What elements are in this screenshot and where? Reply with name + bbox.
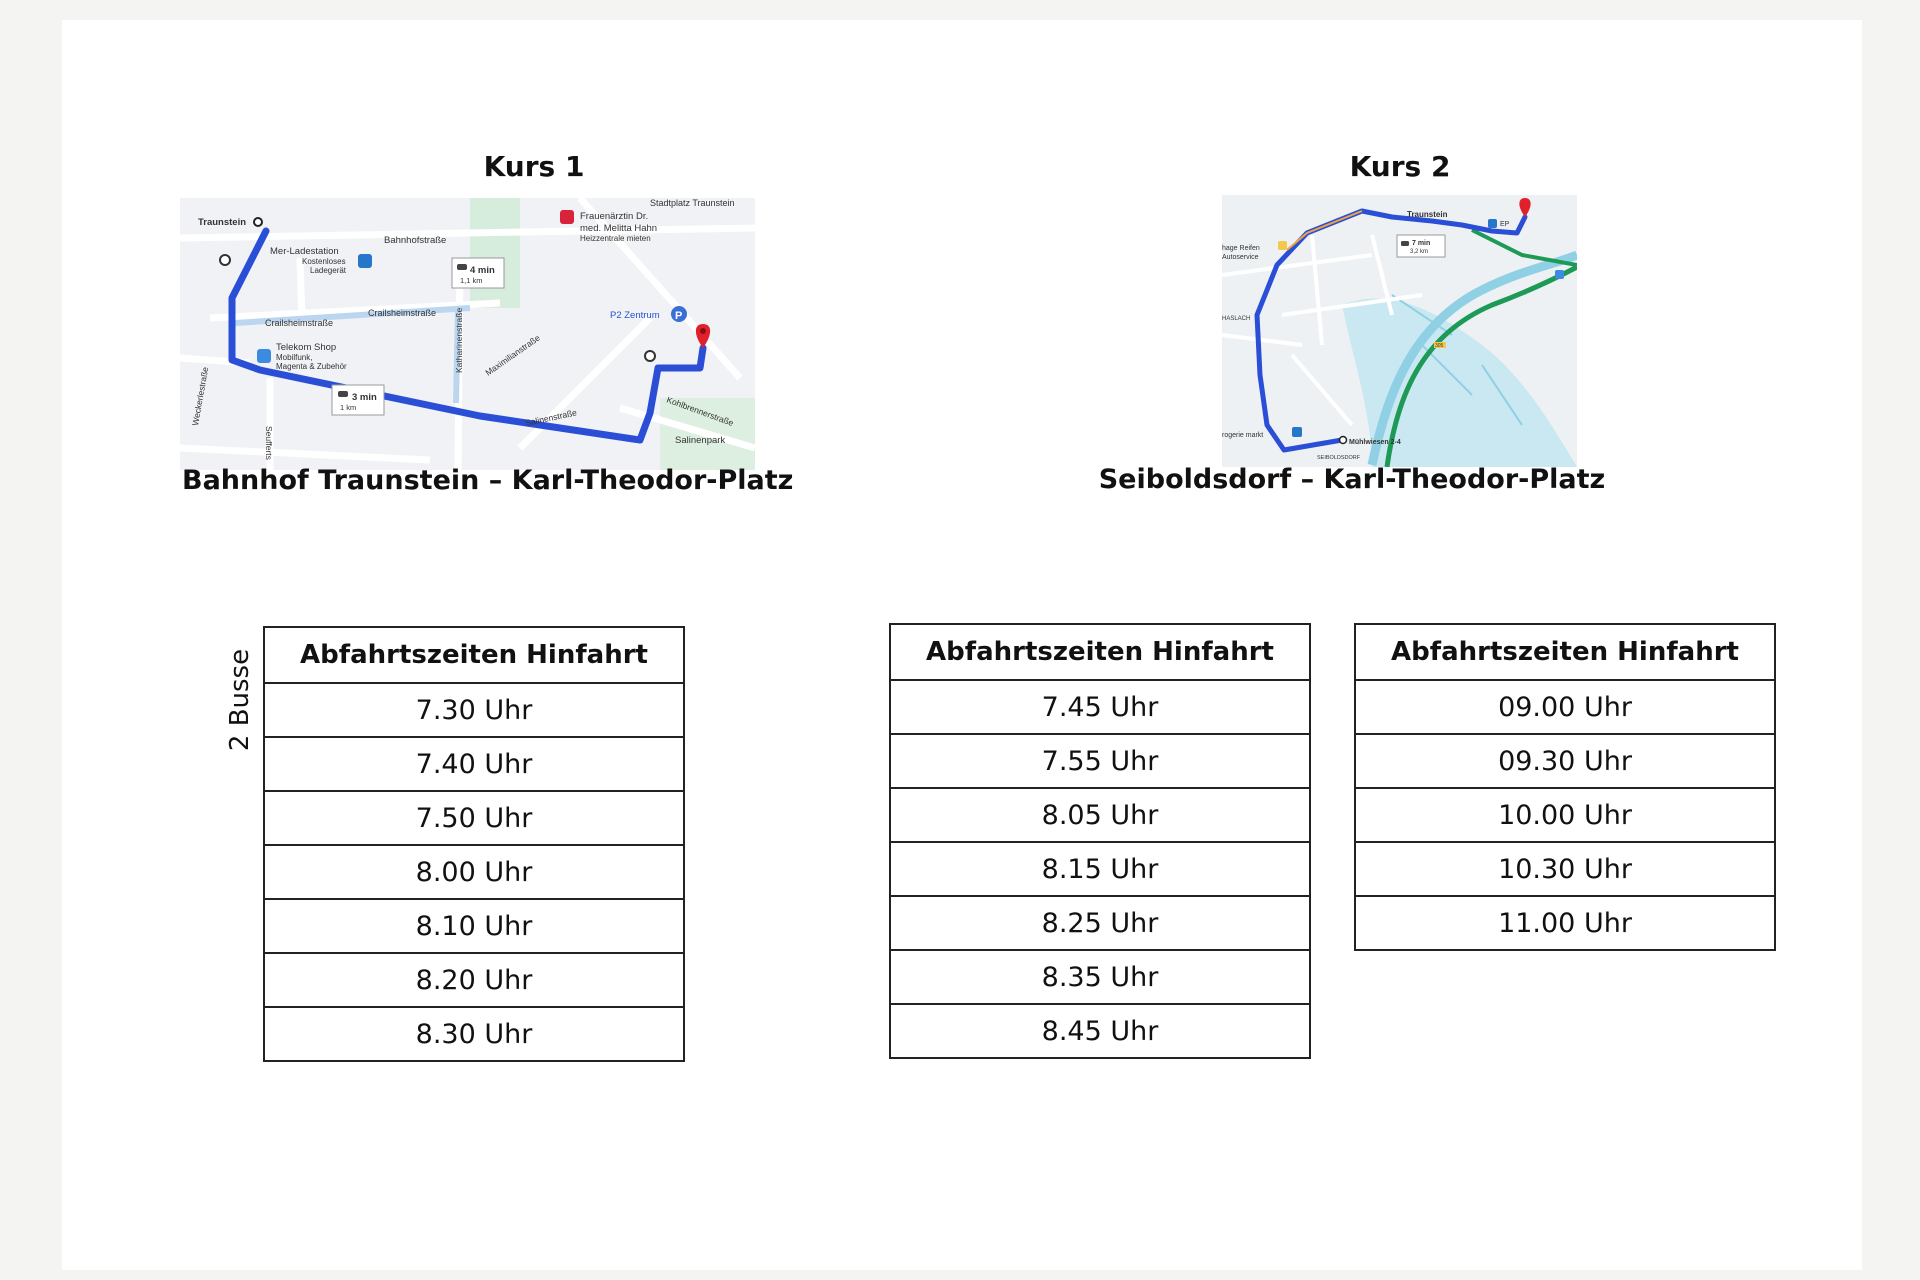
- table-row: [890, 896, 1310, 950]
- table-row: [1355, 788, 1775, 842]
- timetable-header: Abfahrtszeiten Hinfahrt: [1355, 624, 1775, 680]
- shop-icon: [257, 349, 271, 363]
- car-service-icon: [1278, 241, 1287, 250]
- departure-time: 8.45 Uhr: [890, 1004, 1310, 1058]
- document-page: [62, 20, 1862, 1270]
- svg-text:Maximilianstraße: Maximilianstraße: [483, 332, 542, 378]
- kurs2-timetable-left: [889, 623, 1311, 1059]
- kurs1-bus-count: 2 Busse: [225, 648, 255, 752]
- table-row: [1355, 896, 1775, 950]
- departure-time: 7.30 Uhr: [264, 683, 684, 737]
- kurs2-title: Kurs 2: [1349, 150, 1451, 183]
- table-row: [890, 734, 1310, 788]
- departure-time: 7.45 Uhr: [890, 680, 1310, 734]
- svg-text:Salinenstraße: Salinenstraße: [524, 407, 578, 428]
- svg-text:Frauenärztin Dr.: Frauenärztin Dr.: [580, 211, 649, 222]
- table-row: [264, 1007, 684, 1061]
- departure-time: 8.35 Uhr: [890, 950, 1310, 1004]
- table-row: [890, 842, 1310, 896]
- svg-text:Autoservice: Autoservice: [1222, 254, 1259, 261]
- svg-text:HASLACH: HASLACH: [1222, 316, 1251, 322]
- svg-text:Ladegerät: Ladegerät: [310, 266, 347, 275]
- svg-text:SEIBOLDSDORF: SEIBOLDSDORF: [1317, 455, 1361, 461]
- table-row: [890, 950, 1310, 1004]
- svg-text:Heizzentrale mieten: Heizzentrale mieten: [580, 234, 651, 243]
- table-row: [890, 1004, 1310, 1058]
- departure-time: 09.00 Uhr: [1355, 680, 1775, 734]
- charging-station-icon: [358, 254, 372, 268]
- svg-text:1 km: 1 km: [340, 403, 357, 412]
- departure-time: 10.30 Uhr: [1355, 842, 1775, 896]
- svg-text:Kostenloses: Kostenloses: [302, 257, 346, 266]
- kurs1-route-title: Bahnhof Traunstein – Karl-Theodor-Platz: [182, 465, 794, 496]
- svg-text:Crailsheimstraße: Crailsheimstraße: [368, 308, 437, 318]
- table-row: [1355, 842, 1775, 896]
- svg-text:Mobilfunk,: Mobilfunk,: [276, 353, 313, 362]
- departure-time: 10.00 Uhr: [1355, 788, 1775, 842]
- car-icon: [1401, 241, 1409, 246]
- departure-time: 8.25 Uhr: [890, 896, 1310, 950]
- poi-icon: [1555, 270, 1564, 279]
- kurs1-route-map: [180, 198, 755, 470]
- car-icon: [338, 391, 348, 397]
- svg-text:P2 Zentrum: P2 Zentrum: [610, 310, 660, 321]
- svg-text:Katharinenstraße: Katharinenstraße: [454, 307, 464, 373]
- kurs1-timetable: [263, 626, 685, 1062]
- table-row: [264, 953, 684, 1007]
- svg-text:Magenta & Zubehör: Magenta & Zubehör: [276, 362, 347, 371]
- bus-stop-icon: [220, 255, 230, 265]
- departure-time: 7.55 Uhr: [890, 734, 1310, 788]
- svg-text:Mühlwiesen 2-4: Mühlwiesen 2-4: [1349, 439, 1401, 446]
- svg-text:rogerie markt: rogerie markt: [1222, 432, 1264, 439]
- timetable-header: Abfahrtszeiten Hinfahrt: [890, 624, 1310, 680]
- svg-text:305: 305: [1435, 343, 1444, 349]
- svg-text:med. Melitta Hahn: med. Melitta Hahn: [580, 223, 658, 234]
- kurs2-route-map: [1222, 195, 1577, 467]
- table-row: [1355, 680, 1775, 734]
- table-row: [264, 899, 684, 953]
- svg-text:Crailsheimstraße: Crailsheimstraße: [265, 318, 334, 328]
- start-point-icon: [254, 218, 262, 226]
- departure-time: 7.40 Uhr: [264, 737, 684, 791]
- bus-stop-icon: [645, 351, 655, 361]
- kurs1-title: Kurs 1: [483, 150, 585, 183]
- departure-time: 09.30 Uhr: [1355, 734, 1775, 788]
- svg-text:Weckerlestraße: Weckerlestraße: [190, 366, 211, 427]
- car-icon: [457, 264, 467, 270]
- svg-text:Mer-Ladestation: Mer-Ladestation: [270, 246, 339, 257]
- svg-text:3,2 km: 3,2 km: [1410, 249, 1429, 255]
- kurs2-timetable-right: [1354, 623, 1776, 951]
- departure-time: 11.00 Uhr: [1355, 896, 1775, 950]
- svg-text:Seufferts: Seufferts: [264, 426, 274, 460]
- svg-text:1,1 km: 1,1 km: [460, 276, 483, 285]
- start-point-icon: [1340, 437, 1347, 444]
- table-row: [264, 737, 684, 791]
- departure-time: 8.30 Uhr: [264, 1007, 684, 1061]
- table-row: [264, 845, 684, 899]
- table-row: [264, 791, 684, 845]
- hospital-icon: [560, 210, 574, 224]
- svg-text:Stadtplatz Traunstein: Stadtplatz Traunstein: [650, 198, 735, 208]
- svg-text:Traunstein: Traunstein: [198, 217, 247, 228]
- svg-text:3 min: 3 min: [352, 392, 377, 403]
- svg-text:Kohlbrennerstraße: Kohlbrennerstraße: [665, 394, 735, 428]
- departure-time: 8.20 Uhr: [264, 953, 684, 1007]
- shop-icon: [1488, 219, 1497, 228]
- kurs2-route-title: Seiboldsdorf – Karl-Theodor-Platz: [1098, 464, 1606, 495]
- table-row: [890, 788, 1310, 842]
- svg-text:Telekom Shop: Telekom Shop: [276, 342, 337, 353]
- store-icon: [1292, 427, 1302, 437]
- svg-text:P: P: [675, 310, 683, 322]
- table-row: [264, 683, 684, 737]
- departure-time: 8.15 Uhr: [890, 842, 1310, 896]
- departure-time: 8.00 Uhr: [264, 845, 684, 899]
- svg-text:hage Reifen: hage Reifen: [1222, 245, 1260, 252]
- svg-text:4 min: 4 min: [470, 265, 495, 276]
- timetable-header: Abfahrtszeiten Hinfahrt: [264, 627, 684, 683]
- svg-text:EP: EP: [1500, 221, 1510, 228]
- departure-time: 7.50 Uhr: [264, 791, 684, 845]
- svg-text:Bahnhofstraße: Bahnhofstraße: [384, 235, 447, 246]
- svg-text:Salinenpark: Salinenpark: [675, 435, 726, 446]
- table-row: [890, 680, 1310, 734]
- departure-time: 8.05 Uhr: [890, 788, 1310, 842]
- svg-text:Traunstein: Traunstein: [1407, 210, 1448, 219]
- departure-time: 8.10 Uhr: [264, 899, 684, 953]
- svg-text:7 min: 7 min: [1412, 240, 1431, 247]
- table-row: [1355, 734, 1775, 788]
